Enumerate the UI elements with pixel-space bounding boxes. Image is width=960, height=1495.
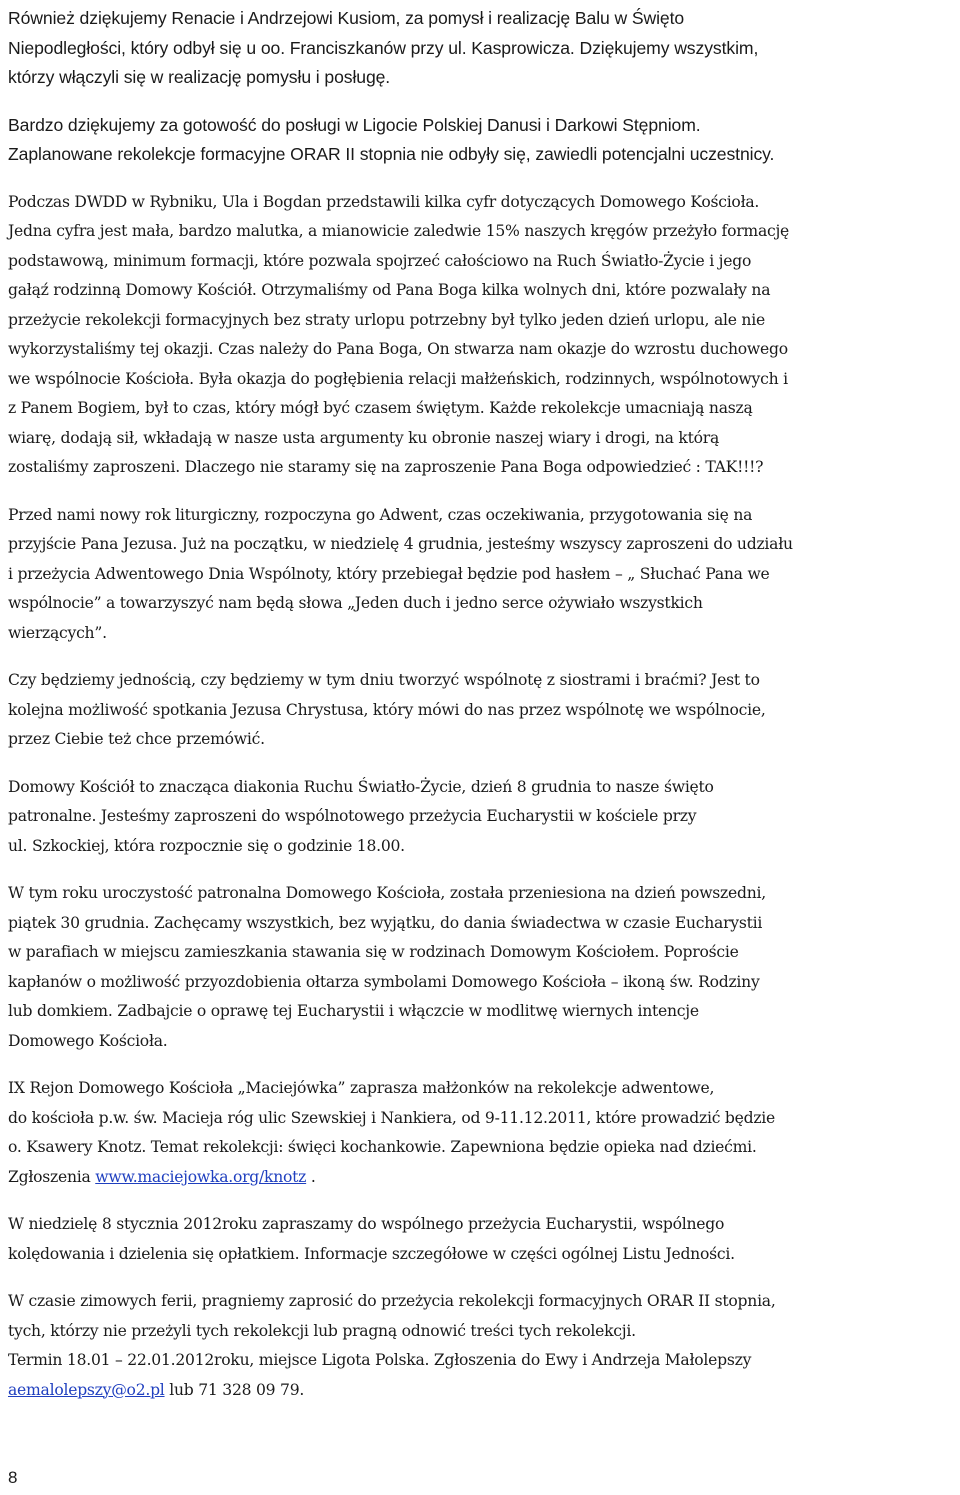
paragraph-epiphany: [8, 1210, 958, 1269]
text-line: kapłanów o możliwość przyozdobienia ołtarza symbolami Domowego Kościoła – ikoną św. Rodziny: [8, 972, 760, 991]
maciejowka-link[interactable]: www.maciejowka.org/knotz: [95, 1167, 307, 1186]
phone-text: lub 71 328 09 79.: [164, 1380, 305, 1399]
text-line: tych, którzy nie przeżyli tych rekolekcji lub pragną odnowić treści tych rekolekcji.: [8, 1321, 636, 1340]
text-line: przyjście Pana Jezusa. Już na początku, w niedzielę 4 grudnia, jesteśmy wszyscy zaproszeni do udziału: [8, 535, 793, 553]
text-line: przez Ciebie też chce przemówić.: [8, 730, 265, 748]
paragraph-advent: [8, 501, 958, 649]
paragraph-unity: [8, 666, 958, 755]
signup-suffix: .: [306, 1167, 316, 1186]
text-line: we wspólnocie Kościoła. Była okazja do pogłębienia relacji małżeńskich, rodzinnych, wspólnotowych i: [8, 369, 788, 388]
text-line: IX Rejon Domowego Kościoła „Maciejówka” zaprasza małżonków na rekolekcje adwentowe,: [8, 1079, 715, 1097]
text-line: zostaliśmy zaproszeni. Dlaczego nie staramy się na zaproszenie Pana Boga odpowiedzieć : TAK!!!?: [8, 458, 764, 476]
text-line: Domowego Kościoła.: [8, 1031, 168, 1050]
text-line: Przed nami nowy rok liturgiczny, rozpoczyna go Adwent, czas oczekiwania, przygotowania się na: [8, 505, 753, 524]
text-line: wierzących”.: [8, 623, 107, 642]
text-line: z Panem Bogiem, był to czas, który mógł być czasem świętym. Każde rekolekcje umacniają naszą: [8, 399, 753, 417]
paragraph-thanks-ligota: [8, 111, 958, 170]
text-line: do kościoła p.w. św. Macieja róg ulic Szewskiej i Nankiera, od 9-11.12.2011, które prowadzić będzie: [8, 1108, 776, 1127]
text-line: podstawową, minimum formacji, które pozwala spojrzeć całościowo na Ruch Światło-Życie i jego: [8, 251, 752, 270]
paragraph-patronal-feast: [8, 773, 958, 862]
paragraph-dwdd: [8, 188, 958, 483]
text-line: wykorzystaliśmy tej okazji. Czas należy do Pana Boga, On stwarza nam okazje do wzrostu duchowego: [8, 340, 788, 358]
text-line: lub domkiem. Zadbajcie o oprawę tej Eucharystii i włączcie w modlitwę wiernych intencje: [8, 1002, 699, 1020]
text-line: Również dziękujemy Renacie i Andrzejowi Kusiom, za pomysł i realizację Balu w Święto: [8, 8, 685, 28]
text-line: wiarę, dodają sił, wkładają w nasze usta argumenty ku obronie naszej wiary i drogi, na którą: [8, 428, 720, 447]
text-line: gałąź rodzinną Domowy Kościół. Otrzymaliśmy od Pana Boga kilka wolnych dni, które pozwalały na: [8, 281, 771, 299]
text-line: przeżycie rekolekcji formacyjnych bez straty urlopu potrzebny był tylko jeden dzień urlopu, ale nie: [8, 310, 765, 329]
page-number: 8: [8, 1468, 18, 1487]
signup-label: Zgłoszenia: [8, 1167, 96, 1186]
paragraph-winter-retreat: [8, 1287, 958, 1405]
text-line: [8, 1163, 958, 1193]
text-line: ul. Szkockiej, która rozpocznie się o godzinie 18.00.: [8, 836, 405, 855]
text-line: W tym roku uroczystość patronalna Domowego Kościoła, została przeniesiona na dzień powszedni,: [8, 884, 766, 902]
text-line: wspólnocie” a towarzyszyć nam będą słowa „Jeden duch i jedno serce ożywiało wszystkich: [8, 594, 703, 612]
text-line: o. Ksawery Knotz. Temat rekolekcji: święci kochankowie. Zapewniona będzie opieka nad dziećmi.: [8, 1138, 757, 1156]
text-line: w parafiach w miejscu zamieszkania stawania się w rodzinach Domowym Kościołem. Poproście: [8, 943, 739, 961]
text-line: patronalne. Jesteśmy zaproszeni do wspólnotowego przeżycia Eucharystii w kościele przy: [8, 807, 697, 825]
paragraph-thanks-ball: [8, 4, 958, 93]
paragraph-celebration: [8, 879, 958, 1056]
email-link[interactable]: aemalolepszy@o2.pl: [8, 1380, 165, 1399]
text-line: Bardzo dziękujemy za gotowość do posługi w Ligocie Polskiej Danusi i Darkowi Stępniom.: [8, 114, 701, 135]
document-page: [8, 4, 958, 1405]
text-line: piątek 30 grudnia. Zachęcamy wszystkich, bez wyjątku, do dania świadectwa w czasie Eucharystii: [8, 913, 763, 932]
text-line: Czy będziemy jednością, czy będziemy w tym dniu tworzyć wspólnotę z siostrami i braćmi? Jest to: [8, 671, 760, 689]
text-line: [8, 1376, 958, 1406]
text-line: W niedzielę 8 stycznia 2012roku zapraszamy do wspólnego przeżycia Eucharystii, wspólnego: [8, 1215, 725, 1233]
text-line: i przeżycia Adwentowego Dnia Wspólnoty, który przebiegał będzie pod hasłem – „ Słuchać Pana we: [8, 564, 770, 583]
text-line: kolejna możliwość spotkania Jezusa Chrystusa, który mówi do nas przez wspólnotę we wspólnocie,: [8, 700, 766, 719]
text-line: którzy włączyli się w realizację pomysłu i posługę.: [8, 67, 391, 87]
text-line: Niepodległości, który odbył się u oo. Franciszkanów przy ul. Kasprowicza. Dziękujemy wszystkim,: [8, 37, 759, 58]
text-line: W czasie zimowych ferii, pragniemy zaprosić do przeżycia rekolekcji formacyjnych ORAR II stopnia,: [8, 1292, 776, 1310]
text-line: Podczas DWDD w Rybniku, Ula i Bogdan przedstawili kilka cyfr dotyczących Domowego Kościoła.: [8, 192, 760, 211]
text-line: Jedna cyfra jest mała, bardzo malutka, a mianowicie zaledwie 15% naszych kręgów przeżyło formację: [8, 222, 790, 240]
text-line: Termin 18.01 – 22.01.2012roku, miejsce Ligota Polska. Zgłoszenia do Ewy i Andrzeja Małolepszy: [8, 1351, 752, 1369]
paragraph-retreat-maciejowka: [8, 1074, 958, 1192]
text-line: kolędowania i dzielenia się opłatkiem. Informacje szczegółowe w części ogólnej Listu Jedności.: [8, 1244, 735, 1263]
text-line: Domowy Kościół to znacząca diakonia Ruchu Światło-Życie, dzień 8 grudnia to nasze święto: [8, 777, 714, 796]
text-line: Zaplanowane rekolekcje formacyjne ORAR II stopnia nie odbyły się, zawiedli potencjalni uczestnicy.: [8, 144, 775, 164]
